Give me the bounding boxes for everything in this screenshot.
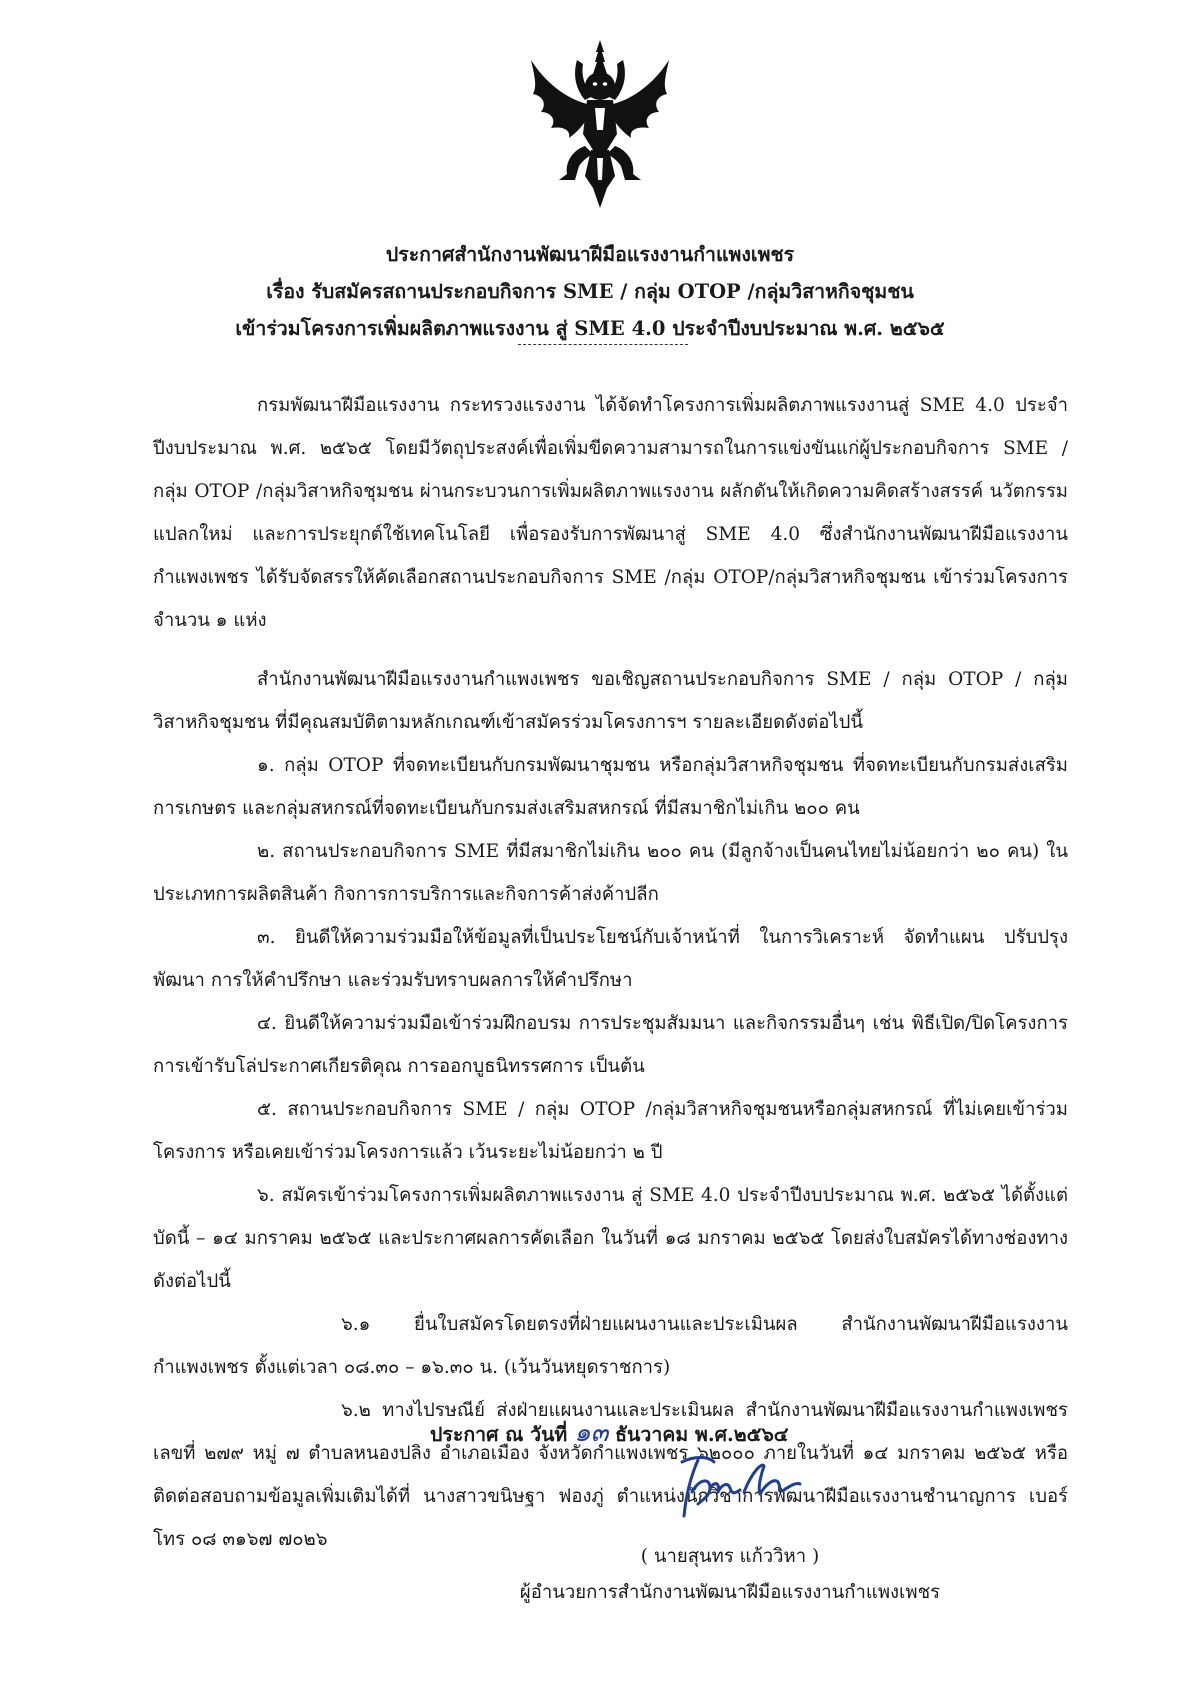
title-line-3: เข้าร่วมโครงการเพิ่มผลิตภาพแรงงาน สู่ SME 4.0 ประจำปีงบประมาณ พ.ศ. ๒๕๖๕: [235, 317, 945, 340]
announcement-body: [153, 384, 1068, 1561]
title-line-1: ประกาศสำนักงานพัฒนาฝีมือแรงงานกำแพงเพชร: [385, 243, 795, 266]
date-suffix: ธันวาคม พ.ศ.๒๕๖๔: [615, 1423, 789, 1446]
application-channel-1: ๖.๑ ยื่นใบสมัครโดยตรงที่ฝ่ายแผนงานและประเมินผล สำนักงานพัฒนาฝีมือแรงงานกำแพงเพชร ตั้งแต่เวลา ๐๘.๓๐ – ๑๖.๓๐ น. (เว้นวันหยุดราชการ): [153, 1314, 1068, 1378]
announcement-title: [130, 236, 1050, 347]
criteria-item-1: ๑. กลุ่ม OTOP ที่จดทะเบียนกับกรมพัฒนาชุมชน หรือกลุ่มวิสาหกิจชุมชน ที่จดทะเบียนกับกรมส่งเสริมการเกษตร และกลุ่มสหกรณ์ที่จดทะเบียนกับกรมส่งเสริมสหกรณ์ ที่มีสมาชิกไม่เกิน ๒๐๐ คน: [153, 755, 1068, 819]
criteria-item-3: ๓. ยินดีให้ความร่วมมือให้ข้อมูลที่เป็นประโยชน์กับเจ้าหน้าที่ ในการวิเคราะห์ จัดทำแผน ปรับปรุง พัฒนา การให้คำปรึกษา และร่วมรับทราบผลการให้คำปรึกษา: [153, 927, 1068, 991]
application-channel-2: ๖.๒ ทางไปรษณีย์ ส่งฝ่ายแผนงานและประเมินผล สำนักงานพัฒนาฝีมือแรงงานกำแพงเพชร เลขที่ ๒๗๙ หมู่ ๗ ตำบลหนองปลิง อำเภอเมือง จังหวัดกำแพงเพชร ๖๒๐๐๐ ภายในวันที่ ๑๔ มกราคม ๒๕๖๕ หรือติดต่อสอบถามข้อมูลเพิ่มเติมได้ที่ นางสาวขนิษฐา ฟองภู่ ตำแหน่งนักวิชาการพัฒนาฝีมือแรงงานชำนาญการ เบอร์โทร ๐๘ ๓๑๖๗ ๗๐๒๖: [153, 1400, 1068, 1550]
criteria-item-5: ๕. สถานประกอบกิจการ SME / กลุ่ม OTOP /กลุ่มวิสาหกิจชุมชนหรือกลุ่มสหกรณ์ ที่ไม่เคยเข้าร่วมโครงการ หรือเคยเข้าร่วมโครงการแล้ว เว้นระยะไม่น้อยกว่า ๒ ปี: [153, 1099, 1068, 1163]
garuda-emblem-icon: [525, 38, 675, 210]
intro-paragraph: กรมพัฒนาฝีมือแรงงาน กระทรวงแรงงาน ได้จัดทำโครงการเพิ่มผลิตภาพแรงงานสู่ SME 4.0 ประจำปีงบประมาณ พ.ศ. ๒๕๖๕ โดยมีวัตถุประสงค์เพื่อเพิ่มขีดความสามารถในการแข่งขันแก่ผู้ประกอบกิจการ SME / กลุ่ม OTOP /กลุ่มวิสาหกิจชุมชน ผ่านกระบวนการเพิ่มผลิตภาพแรงงาน ผลักดันให้เกิดความคิดสร้างสรรค์ นวัตกรรมแปลกใหม่ และการประยุกต์ใช้เทคโนโลยี เพื่อรองรับการพัฒนาสู่ SME 4.0 ซึ่งสำนักงานพัฒนาฝีมือแรงงานกำแพงเพชร ได้รับจัดสรรให้คัดเลือกสถานประกอบกิจการ SME /กลุ่ม OTOP/กลุ่มวิสาหกิจชุมชน เข้าร่วมโครงการ จำนวน ๑ แห่ง: [153, 395, 1068, 631]
date-prefix: ประกาศ ณ วันที่: [430, 1423, 568, 1446]
handwritten-signature-icon: [660, 1448, 810, 1520]
signer-position: ผู้อำนวยการสำนักงานพัฒนาฝีมือแรงงานกำแพงเพชร: [519, 1582, 941, 1603]
date-day: ๑๓: [574, 1418, 609, 1448]
criteria-item-2: ๒. สถานประกอบกิจการ SME ที่มีสมาชิกไม่เกิน ๒๐๐ คน (มีลูกจ้างเป็นคนไทยไม่น้อยกว่า ๒๐ คน) ในประเภทการผลิตสินค้า กิจการการบริการและกิจการค้าส่งค้าปลีก: [153, 841, 1068, 905]
criteria-item-4: ๔. ยินดีให้ความร่วมมือเข้าร่วมฝึกอบรม การประชุมสัมมนา และกิจกรรมอื่นๆ เช่น พิธีเปิด/ปิดโครงการ การเข้ารับโล่ประกาศเกียรติคุณ การออกบูธนิทรรศการ เป็นต้น: [153, 1013, 1068, 1077]
announcement-date: [430, 1412, 990, 1453]
title-separator: [518, 344, 688, 345]
criteria-item-6: ๖. สมัครเข้าร่วมโครงการเพิ่มผลิตภาพแรงงาน สู่ SME 4.0 ประจำปีงบประมาณ พ.ศ. ๒๕๖๕ ได้ตั้งแต่บัดนี้ – ๑๔ มกราคม ๒๕๖๕ และประกาศผลการคัดเลือก ในวันที่ ๑๘ มกราคม ๒๕๖๕ โดยส่งใบสมัครได้ทางช่องทาง ดังต่อไปนี้: [153, 1185, 1068, 1292]
title-line-2: เรื่อง รับสมัครสถานประกอบกิจการ SME / กลุ่ม OTOP /กลุ่มวิสาหกิจชุมชน: [266, 280, 914, 303]
invitation-paragraph: สำนักงานพัฒนาฝีมือแรงงานกำแพงเพชร ขอเชิญสถานประกอบกิจการ SME / กลุ่ม OTOP / กลุ่มวิสาหกิจชุมชน ที่มีคุณสมบัติตามหลักเกณฑ์เข้าสมัครร่วมโครงการฯ รายละเอียดดังต่อไปนี้: [153, 669, 1068, 733]
signer-name: ( นายสุนทร แก้ววิหา ): [640, 1546, 820, 1567]
